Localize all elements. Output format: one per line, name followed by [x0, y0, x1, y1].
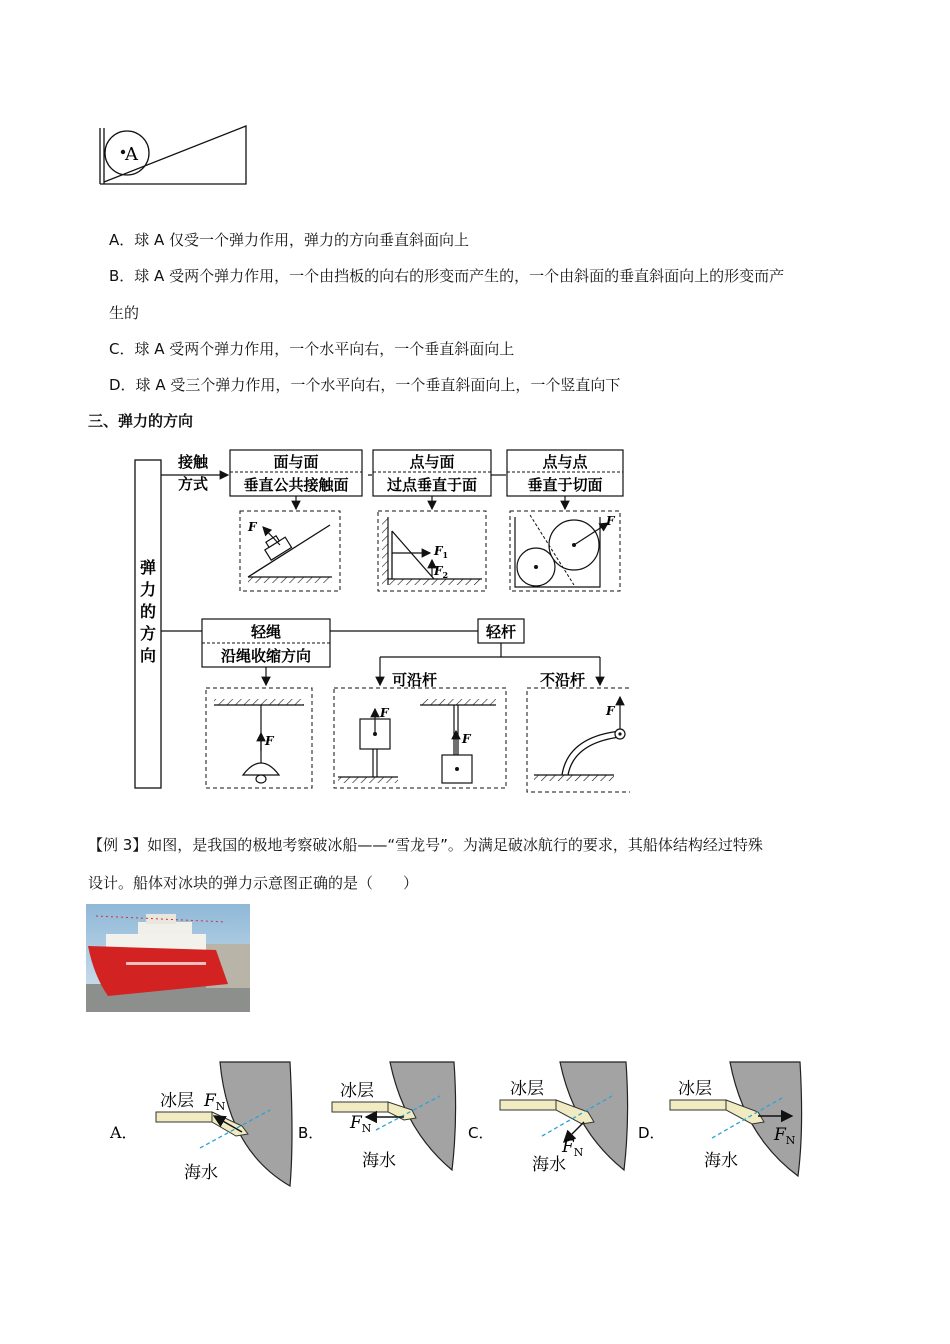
choice-b-letter: B． [298, 1124, 324, 1142]
choice-a-ice: 冰层 [160, 1091, 194, 1111]
root-char-5: 向 [139, 646, 157, 665]
choice-b[interactable] [298, 1062, 456, 1171]
option-b-cont: 生的 [109, 304, 140, 322]
icebreaker-choices [108, 1060, 828, 1190]
option-a: A．球 A 仅受一个弹力作用，弹力的方向垂直斜面向上 [109, 231, 470, 249]
elastic-force-diagram [130, 445, 630, 795]
rope-force: F [265, 734, 274, 748]
contact-label-1: 接触 [178, 453, 209, 471]
choice-b-force: $F_N$ [350, 1113, 372, 1135]
choice-b-water: 海水 [362, 1151, 396, 1171]
rod-not-along: 不沿杆 [540, 671, 586, 689]
ball-label: A [125, 144, 138, 165]
choice-c-water: 海水 [532, 1155, 566, 1175]
point-point-force: F [606, 514, 615, 528]
choice-b-ice: 冰层 [340, 1081, 374, 1101]
point-face-force-1: $F_1$ [434, 544, 449, 560]
contact-label-2: 方式 [178, 475, 209, 493]
face-face-rule: 垂直公共接触面 [243, 476, 349, 494]
root-char-1: 弹 [139, 558, 157, 577]
point-face-force-2: $F_2$ [434, 564, 449, 580]
option-d: D．球 A 受三个弹力作用，一个水平向右，一个垂直斜面向上，一个竖直向下 [109, 376, 621, 394]
point-face-title: 点与面 [409, 453, 455, 471]
choice-d[interactable] [638, 1062, 802, 1176]
rod-not-along-force: F [606, 704, 615, 718]
lamp [243, 763, 279, 775]
incline-figure [96, 122, 252, 188]
rod-title: 轻杆 [485, 623, 517, 641]
choice-d-ice: 冰层 [678, 1079, 712, 1099]
choice-c-ice: 冰层 [510, 1079, 544, 1099]
rod-along-force-2: F [462, 732, 471, 746]
root-char-3: 的 [139, 602, 157, 621]
choice-a-letter: A． [110, 1123, 138, 1142]
choice-a-force: $F_N$ [204, 1091, 226, 1113]
choice-a-water: 海水 [184, 1163, 218, 1183]
choice-d-letter: D． [638, 1124, 665, 1142]
option-b: B．球 A 受两个弹力作用，一个由挡板的向右的形变而产生的，一个由斜面的垂直斜面向上的形变而产 [109, 267, 785, 285]
rod-along-force-1: F [380, 706, 389, 720]
rod-along: 可沿杆 [392, 671, 438, 689]
point-point-rule: 垂直于切面 [527, 476, 603, 494]
example3-line1: 【例 3】如图，是我国的极地考察破冰船——“雪龙号”。为满足破冰航行的要求，其船体结构经过特殊 [88, 836, 763, 854]
choice-c-force: $F_N$ [562, 1137, 584, 1159]
face-face-force: F [248, 520, 257, 534]
choice-c-letter: C． [468, 1124, 494, 1142]
example3-line2: 设计。船体对冰块的弹力示意图正确的是（ ） [88, 874, 419, 892]
option-c: C．球 A 受两个弹力作用，一个水平向右，一个垂直斜面向上 [109, 340, 515, 358]
section-title: 三、弹力的方向 [88, 412, 194, 430]
icebreaker-photo [86, 904, 250, 1012]
incline [100, 126, 246, 184]
face-face-title: 面与面 [273, 453, 319, 471]
root-char-2: 力 [139, 580, 157, 599]
rope-title: 轻绳 [250, 623, 282, 641]
root-char-4: 方 [139, 624, 157, 643]
choice-a[interactable] [109, 1062, 292, 1186]
choice-d-water: 海水 [704, 1151, 738, 1171]
choice-c[interactable] [468, 1062, 628, 1175]
point-face-rule: 过点垂直于面 [386, 476, 478, 494]
point-point-title: 点与点 [542, 453, 588, 471]
rope-rule: 沿绳收缩方向 [220, 647, 312, 665]
choice-d-force: $F_N$ [774, 1125, 796, 1147]
